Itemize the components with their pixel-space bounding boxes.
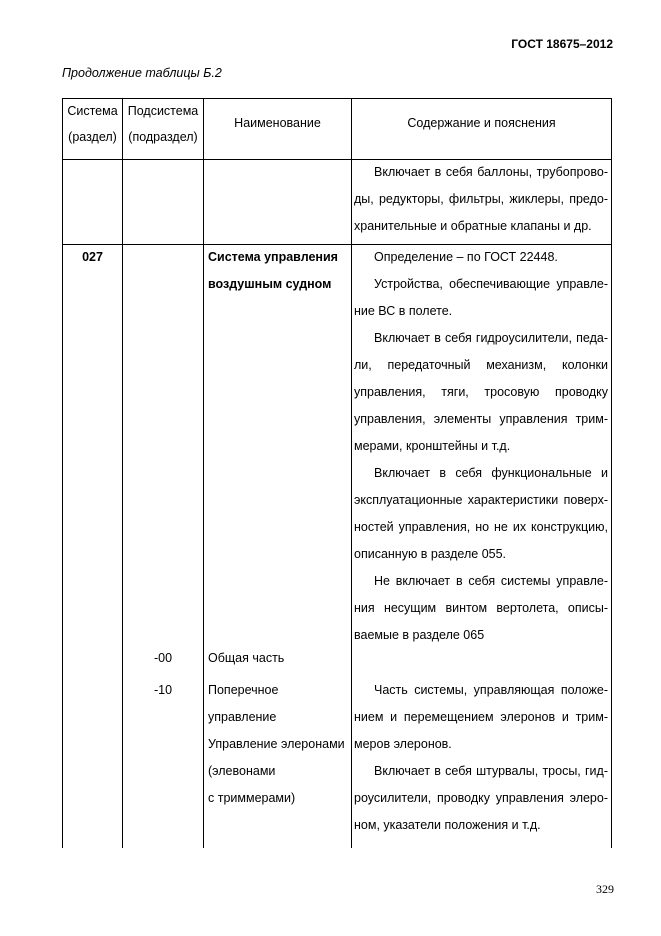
- text-line: Включает в себя штурвалы, тросы, гид-: [374, 764, 608, 778]
- column-divider-3: [351, 98, 352, 848]
- text-line: роусилители, проводку управления элеро-: [354, 791, 608, 805]
- text-line: мерами, кронштейны и т.д.: [354, 439, 511, 453]
- text-line: ли, передаточный механизм, колонки: [354, 358, 608, 372]
- text-line: управления, элементы управления трим-: [354, 412, 608, 426]
- text-line: Включает в себя баллоны, трубопрово-: [374, 165, 608, 179]
- column-divider-2: [203, 98, 204, 848]
- text-line: Устройства, обеспечивающие управле-: [374, 277, 608, 291]
- text-line: ды, редукторы, фильтры, жиклеры, предо-: [354, 192, 608, 206]
- text-line: Включает в себя гидроусилители, педа-: [374, 331, 608, 345]
- text-line: управления, тяги, тросовую проводку: [354, 385, 608, 399]
- subsection-00-code: -00: [153, 651, 173, 665]
- text-line: ние ВС в полете.: [354, 304, 453, 318]
- table-b2: [62, 98, 612, 848]
- text-line: хранительные и обратные клапаны и др.: [354, 219, 592, 233]
- text-line: с триммерами): [208, 791, 296, 805]
- section-content: [354, 244, 608, 649]
- subsection-10-content: [354, 677, 608, 839]
- header-content: Содержание и пояснения: [407, 116, 556, 130]
- header-system-line1: Система: [67, 104, 118, 118]
- subsection-10-code: -10: [153, 683, 173, 697]
- subsection-10-name: [208, 677, 350, 812]
- text-line: ном, указатели положения и т.д.: [354, 818, 541, 832]
- text-line: ния несущим винтом вертолета, описы-: [354, 601, 608, 615]
- page-number: 329: [596, 882, 614, 896]
- text-line: нием и перемещением элеронов и трим-: [354, 710, 608, 724]
- text-line: Не включает в себя системы управле-: [374, 574, 608, 588]
- standard-header: ГОСТ 18675–2012: [511, 37, 613, 51]
- text-line: воздушным судном: [208, 277, 332, 291]
- header-subsystem-line1: Подсистема: [127, 104, 199, 118]
- text-line: описанную в разделе 055.: [354, 547, 507, 561]
- text-line: меров элеронов.: [354, 737, 452, 751]
- column-divider-1: [122, 98, 123, 848]
- text-line: (элевонами: [208, 764, 276, 778]
- text-line: Включает в себя функциональные и: [374, 466, 608, 480]
- column-divider-right: [611, 98, 612, 848]
- text-line: эксплуатационные характеристики поверх-: [354, 493, 608, 507]
- text-line: Система управления: [208, 250, 338, 264]
- column-divider-left: [62, 98, 63, 848]
- section-name: [208, 244, 350, 298]
- header-name: Наименование: [234, 116, 321, 130]
- continuation-content: [354, 159, 608, 240]
- text-line: Часть системы, управляющая положе-: [374, 683, 608, 697]
- header-subsystem-line2: (подраздел): [128, 130, 198, 144]
- table-caption: Продолжение таблицы Б.2: [62, 66, 222, 80]
- subsection-00-name: Общая часть: [208, 651, 285, 665]
- text-line: ностей управления, но не их конструкцию,: [354, 520, 608, 534]
- header-system: [63, 98, 122, 149]
- header-system-line2: (раздел): [68, 130, 117, 144]
- text-line: Поперечное: [208, 683, 279, 697]
- text-line: управление: [208, 710, 277, 724]
- text-line: Управление элеронами: [208, 737, 345, 751]
- header-subsystem: [123, 98, 203, 149]
- text-line: Определение – по ГОСТ 22448.: [374, 250, 558, 264]
- section-code: 027: [82, 250, 103, 264]
- text-line: ваемые в разделе 065: [354, 628, 485, 642]
